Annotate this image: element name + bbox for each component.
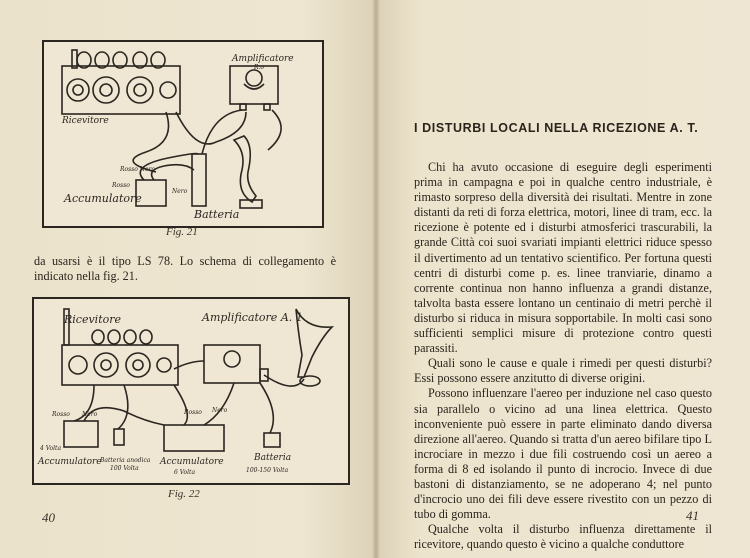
- label-batteria-anodica: Batteria anodica: [100, 457, 151, 464]
- figure-22-diagram: [32, 297, 350, 485]
- left-page-number: 40: [42, 510, 55, 525]
- paragraph-1: Chi ha avuto occasione di eseguire degli esperimenti prima in campagna e poi in qualche centro industriale, è rimasto sorpreso della diversità dei risultati. Mentre in zone distanti da reti di forza elettrica, motori, linee di tram, ecc. la ricezione è potente ed i disturbi atmosferici trascurabili, la grande Città coi suoi svariati impianti elettrici riduce spesso il divertimento ad un tentativo scientifico. Per fortuna questi centri di disturbi come p. es. linee tranviarie, dinamo a corrente continua non hanno influenza a grandi distanze, talvolta basta essere lontano un centinaio di metri perchè il disturbo si riduca in misura sopportabile. In molti casi sono sufficienti semplici misure di protezione contro questi parassiti.: [414, 160, 712, 356]
- figure-22-caption: Fig. 22: [168, 488, 200, 500]
- label-4-volta: 4 Volta: [40, 445, 62, 452]
- accumulator-left-box: [64, 421, 98, 447]
- label-rosso: Rosso: [112, 182, 130, 189]
- label-amplificatore-model: R.o: [254, 64, 265, 71]
- figure-22-drawing: [34, 299, 348, 483]
- label-batteria-anodica-volts: 100 Volta: [110, 465, 139, 472]
- label-rosso-nero: Rosso Nero: [120, 166, 156, 173]
- chapter-title: I DISTURBI LOCALI NELLA RICEZIONE A. T.: [414, 121, 699, 135]
- horn-speaker: [234, 136, 256, 202]
- accumulator-mid-box: [164, 425, 224, 451]
- label-batteria-volts: 100-150 Volta: [246, 467, 289, 474]
- paragraph-2: Quali sono le cause e quale i rimedi per questi disturbi? Essi possono essere anzitutto di diverse origini.: [414, 356, 712, 386]
- label-batteria: Batteria: [194, 208, 240, 221]
- book-gutter: [372, 0, 380, 558]
- label-rosso-left: Rosso: [52, 411, 70, 418]
- label-nero: Nero: [172, 188, 188, 195]
- figure-21-caption: Fig. 21: [166, 226, 198, 238]
- label-rosso-mid: Rosso: [184, 409, 202, 416]
- anode-battery-small: [114, 429, 124, 445]
- label-6-volta: 6 Volta: [174, 469, 196, 476]
- label-accumulatore-left: Accumulatore: [38, 457, 102, 467]
- paragraph-3: Possono influenzare l'aereo per induzione nel caso questo sia parallelo o vicino ad una linea elettrica. Questo inconveniente può essere in parte eliminato dando diversa direzione all'aereo. Quando si tratta d'un aereo bifilare tipo L incrociare in mezzo i due fili costruendo così un aereo a forma di 8 ed isolando il punto di incrocio. Invece di due bastoni di distanziamento, se ne adoperano 4; nel punto d'incrocio uno dei fili deve essere rivestito con un pezzo di tubo di gomma.: [414, 386, 712, 522]
- battery-cylinder: [192, 154, 206, 206]
- receiver-box: [62, 66, 180, 114]
- amplifier-box: [230, 66, 278, 104]
- label-accumulatore-mid: Accumulatore: [160, 457, 224, 467]
- label-amplificatore: Amplificatore: [232, 54, 294, 64]
- label-accumulatore: Accumulatore: [64, 192, 142, 205]
- receiver-box: [62, 345, 178, 385]
- label-amplificatore: Amplificatore A. 1: [202, 311, 303, 324]
- receiver-valves: [92, 330, 152, 344]
- right-page-number: 41: [686, 508, 699, 523]
- left-page-text: da usarsi è il tipo LS 78. Lo schema di collegamento è indicato nella fig. 21.: [34, 254, 336, 283]
- label-nero-left: Nero: [82, 411, 98, 418]
- figure-21-diagram: [42, 40, 324, 228]
- label-ricevitore: Ricevitore: [62, 116, 109, 126]
- label-batteria: Batteria: [254, 453, 292, 463]
- battery-box: [264, 433, 280, 447]
- paragraph-4: Qualche volta il disturbo influenza direttamente il ricevitore, quando questo è vicino a qualche conduttore: [414, 522, 712, 552]
- label-ricevitore: Ricevitore: [64, 313, 122, 326]
- label-nero-mid: Nero: [212, 407, 228, 414]
- body-text: [414, 160, 712, 552]
